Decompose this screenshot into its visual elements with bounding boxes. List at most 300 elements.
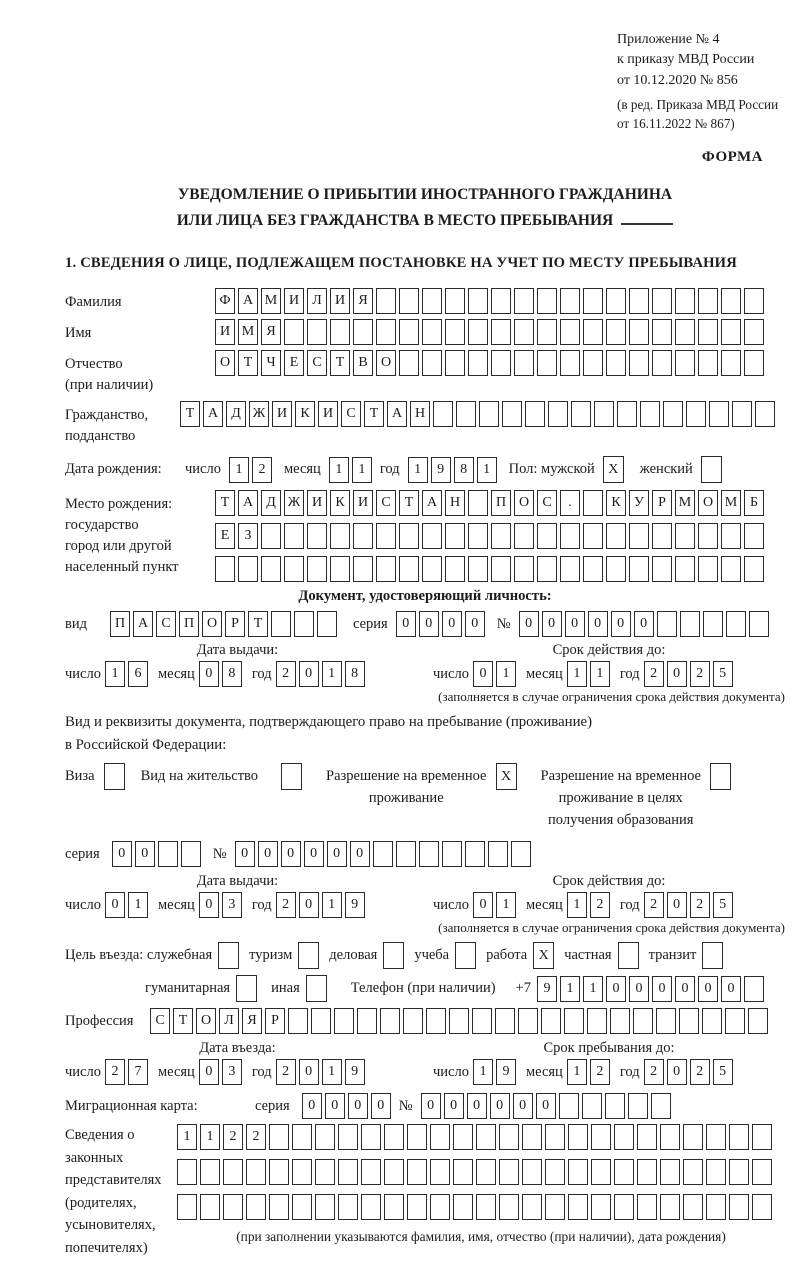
char-cell[interactable]: П xyxy=(491,490,511,516)
char-cell[interactable]: Т xyxy=(215,490,235,516)
char-cell[interactable]: 2 xyxy=(590,892,610,918)
char-cell[interactable] xyxy=(399,288,419,314)
char-cell[interactable] xyxy=(502,401,522,427)
char-cell[interactable]: 1 xyxy=(105,661,125,687)
char-cell[interactable] xyxy=(380,1008,400,1034)
char-cell[interactable] xyxy=(158,841,178,867)
char-cell[interactable] xyxy=(430,1124,450,1150)
char-cell[interactable]: О xyxy=(202,611,222,637)
char-cell[interactable] xyxy=(284,523,304,549)
char-cell[interactable] xyxy=(223,1159,243,1185)
char-cell[interactable]: 0 xyxy=(199,892,219,918)
char-cell[interactable] xyxy=(560,288,580,314)
char-cell[interactable] xyxy=(261,523,281,549)
char-cell[interactable] xyxy=(514,288,534,314)
char-cell[interactable]: Н xyxy=(410,401,430,427)
char-cell[interactable]: 5 xyxy=(713,892,733,918)
char-cell[interactable]: 0 xyxy=(536,1093,556,1119)
char-cell[interactable]: 0 xyxy=(199,1059,219,1085)
char-cell[interactable]: 2 xyxy=(690,892,710,918)
char-cell[interactable]: 0 xyxy=(235,841,255,867)
char-cell[interactable]: И xyxy=(272,401,292,427)
char-cell[interactable] xyxy=(357,1008,377,1034)
char-cell[interactable] xyxy=(548,401,568,427)
char-cell[interactable] xyxy=(744,556,764,582)
char-cell[interactable]: 1 xyxy=(496,661,516,687)
char-cell[interactable]: 0 xyxy=(611,611,631,637)
char-cell[interactable]: 0 xyxy=(513,1093,533,1119)
char-cell[interactable] xyxy=(491,288,511,314)
char-cell[interactable] xyxy=(541,1008,561,1034)
char-cell[interactable] xyxy=(683,1194,703,1220)
char-cell[interactable]: 2 xyxy=(105,1059,125,1085)
char-cell[interactable] xyxy=(660,1194,680,1220)
char-cell[interactable] xyxy=(560,523,580,549)
char-cell[interactable]: 0 xyxy=(542,611,562,637)
char-cell[interactable] xyxy=(338,1159,358,1185)
char-cell[interactable]: М xyxy=(238,319,258,345)
char-cell[interactable] xyxy=(215,556,235,582)
char-cell[interactable] xyxy=(744,319,764,345)
char-cell[interactable]: X xyxy=(603,456,624,483)
char-cell[interactable] xyxy=(338,1194,358,1220)
char-cell[interactable]: 9 xyxy=(537,976,557,1002)
char-cell[interactable] xyxy=(629,288,649,314)
char-cell[interactable]: К xyxy=(606,490,626,516)
char-cell[interactable] xyxy=(353,523,373,549)
char-cell[interactable]: 0 xyxy=(371,1093,391,1119)
char-cell[interactable] xyxy=(455,942,476,969)
char-cell[interactable]: 0 xyxy=(490,1093,510,1119)
char-cell[interactable] xyxy=(407,1194,427,1220)
char-cell[interactable]: 8 xyxy=(454,457,474,483)
char-cell[interactable] xyxy=(430,1159,450,1185)
char-cell[interactable]: 0 xyxy=(675,976,695,1002)
char-cell[interactable] xyxy=(637,1194,657,1220)
char-cell[interactable] xyxy=(657,611,677,637)
char-cell[interactable] xyxy=(288,1008,308,1034)
char-cell[interactable] xyxy=(583,556,603,582)
char-cell[interactable] xyxy=(307,523,327,549)
char-cell[interactable]: С xyxy=(376,490,396,516)
char-cell[interactable] xyxy=(652,523,672,549)
char-cell[interactable]: 0 xyxy=(325,1093,345,1119)
char-cell[interactable] xyxy=(317,611,337,637)
char-cell[interactable] xyxy=(468,319,488,345)
char-cell[interactable]: 0 xyxy=(299,1059,319,1085)
char-cell[interactable] xyxy=(582,1093,602,1119)
char-cell[interactable] xyxy=(465,841,485,867)
char-cell[interactable] xyxy=(383,942,404,969)
char-cell[interactable]: 0 xyxy=(629,976,649,1002)
char-cell[interactable] xyxy=(246,1159,266,1185)
char-cell[interactable] xyxy=(453,1124,473,1150)
char-cell[interactable] xyxy=(514,556,534,582)
char-cell[interactable]: 1 xyxy=(322,892,342,918)
char-cell[interactable] xyxy=(629,556,649,582)
char-cell[interactable]: Т xyxy=(238,350,258,376)
char-cell[interactable] xyxy=(591,1159,611,1185)
char-cell[interactable] xyxy=(376,523,396,549)
char-cell[interactable] xyxy=(559,1093,579,1119)
char-cell[interactable]: О xyxy=(698,490,718,516)
char-cell[interactable]: И xyxy=(307,490,327,516)
char-cell[interactable]: . xyxy=(560,490,580,516)
char-cell[interactable] xyxy=(721,556,741,582)
char-cell[interactable]: 1 xyxy=(128,892,148,918)
char-cell[interactable] xyxy=(683,1124,703,1150)
char-cell[interactable]: С xyxy=(156,611,176,637)
char-cell[interactable] xyxy=(698,319,718,345)
char-cell[interactable]: Т xyxy=(248,611,268,637)
char-cell[interactable] xyxy=(376,556,396,582)
char-cell[interactable]: 1 xyxy=(352,457,372,483)
char-cell[interactable] xyxy=(445,556,465,582)
char-cell[interactable]: С xyxy=(307,350,327,376)
char-cell[interactable] xyxy=(338,1124,358,1150)
char-cell[interactable] xyxy=(315,1124,335,1150)
char-cell[interactable] xyxy=(218,942,239,969)
char-cell[interactable] xyxy=(675,556,695,582)
char-cell[interactable]: Е xyxy=(284,350,304,376)
char-cell[interactable]: 0 xyxy=(327,841,347,867)
char-cell[interactable] xyxy=(663,401,683,427)
char-cell[interactable]: 1 xyxy=(496,892,516,918)
char-cell[interactable] xyxy=(683,1159,703,1185)
char-cell[interactable] xyxy=(583,319,603,345)
char-cell[interactable] xyxy=(373,841,393,867)
char-cell[interactable]: 0 xyxy=(465,611,485,637)
char-cell[interactable] xyxy=(606,523,626,549)
char-cell[interactable]: 2 xyxy=(644,892,664,918)
char-cell[interactable] xyxy=(445,350,465,376)
char-cell[interactable]: Д xyxy=(226,401,246,427)
char-cell[interactable] xyxy=(617,401,637,427)
char-cell[interactable] xyxy=(491,319,511,345)
char-cell[interactable]: В xyxy=(353,350,373,376)
char-cell[interactable] xyxy=(583,350,603,376)
char-cell[interactable] xyxy=(652,288,672,314)
char-cell[interactable] xyxy=(334,1008,354,1034)
char-cell[interactable] xyxy=(732,401,752,427)
char-cell[interactable]: 2 xyxy=(252,457,272,483)
char-cell[interactable] xyxy=(430,1194,450,1220)
char-cell[interactable]: 1 xyxy=(583,976,603,1002)
char-cell[interactable] xyxy=(468,523,488,549)
char-cell[interactable]: 1 xyxy=(322,661,342,687)
char-cell[interactable]: 0 xyxy=(199,661,219,687)
char-cell[interactable]: О xyxy=(376,350,396,376)
char-cell[interactable] xyxy=(729,1159,749,1185)
char-cell[interactable] xyxy=(499,1159,519,1185)
char-cell[interactable]: Т xyxy=(330,350,350,376)
char-cell[interactable] xyxy=(315,1159,335,1185)
char-cell[interactable]: 0 xyxy=(444,1093,464,1119)
char-cell[interactable]: 1 xyxy=(329,457,349,483)
char-cell[interactable] xyxy=(453,1194,473,1220)
char-cell[interactable] xyxy=(422,288,442,314)
char-cell[interactable]: М xyxy=(261,288,281,314)
char-cell[interactable] xyxy=(587,1008,607,1034)
char-cell[interactable]: И xyxy=(353,490,373,516)
char-cell[interactable] xyxy=(686,401,706,427)
char-cell[interactable]: 1 xyxy=(408,457,428,483)
char-cell[interactable] xyxy=(680,611,700,637)
char-cell[interactable]: Т xyxy=(180,401,200,427)
char-cell[interactable] xyxy=(453,1159,473,1185)
char-cell[interactable]: 0 xyxy=(565,611,585,637)
char-cell[interactable] xyxy=(511,841,531,867)
char-cell[interactable]: 5 xyxy=(713,661,733,687)
char-cell[interactable]: 3 xyxy=(222,892,242,918)
char-cell[interactable] xyxy=(181,841,201,867)
char-cell[interactable] xyxy=(330,523,350,549)
char-cell[interactable]: Я xyxy=(242,1008,262,1034)
char-cell[interactable] xyxy=(660,1124,680,1150)
char-cell[interactable]: X xyxy=(533,942,554,969)
char-cell[interactable] xyxy=(476,1159,496,1185)
char-cell[interactable]: Я xyxy=(261,319,281,345)
char-cell[interactable] xyxy=(468,288,488,314)
char-cell[interactable] xyxy=(709,401,729,427)
char-cell[interactable]: 1 xyxy=(177,1124,197,1150)
char-cell[interactable]: 0 xyxy=(588,611,608,637)
char-cell[interactable] xyxy=(422,350,442,376)
char-cell[interactable] xyxy=(514,523,534,549)
char-cell[interactable]: Т xyxy=(364,401,384,427)
char-cell[interactable] xyxy=(675,288,695,314)
char-cell[interactable]: 0 xyxy=(396,611,416,637)
char-cell[interactable]: Л xyxy=(307,288,327,314)
char-cell[interactable]: С xyxy=(341,401,361,427)
char-cell[interactable]: 0 xyxy=(112,841,132,867)
char-cell[interactable] xyxy=(610,1008,630,1034)
char-cell[interactable] xyxy=(749,611,769,637)
char-cell[interactable] xyxy=(545,1124,565,1150)
char-cell[interactable]: 9 xyxy=(431,457,451,483)
char-cell[interactable] xyxy=(488,841,508,867)
char-cell[interactable] xyxy=(652,350,672,376)
char-cell[interactable]: 2 xyxy=(644,1059,664,1085)
char-cell[interactable]: 0 xyxy=(421,1093,441,1119)
char-cell[interactable] xyxy=(361,1194,381,1220)
char-cell[interactable] xyxy=(271,611,291,637)
char-cell[interactable]: 2 xyxy=(690,661,710,687)
char-cell[interactable]: О xyxy=(514,490,534,516)
char-cell[interactable] xyxy=(560,350,580,376)
char-cell[interactable]: 0 xyxy=(667,892,687,918)
char-cell[interactable]: И xyxy=(215,319,235,345)
char-cell[interactable]: 0 xyxy=(667,661,687,687)
char-cell[interactable] xyxy=(522,1194,542,1220)
char-cell[interactable] xyxy=(606,288,626,314)
char-cell[interactable]: 7 xyxy=(128,1059,148,1085)
char-cell[interactable]: 3 xyxy=(222,1059,242,1085)
char-cell[interactable] xyxy=(407,1159,427,1185)
char-cell[interactable] xyxy=(537,288,557,314)
char-cell[interactable]: И xyxy=(284,288,304,314)
char-cell[interactable]: О xyxy=(215,350,235,376)
char-cell[interactable] xyxy=(261,556,281,582)
char-cell[interactable]: 0 xyxy=(281,841,301,867)
char-cell[interactable] xyxy=(656,1008,676,1034)
char-cell[interactable]: 2 xyxy=(590,1059,610,1085)
char-cell[interactable]: 2 xyxy=(644,661,664,687)
char-cell[interactable] xyxy=(721,288,741,314)
char-cell[interactable]: С xyxy=(150,1008,170,1034)
char-cell[interactable] xyxy=(396,841,416,867)
char-cell[interactable] xyxy=(422,556,442,582)
char-cell[interactable] xyxy=(703,611,723,637)
char-cell[interactable] xyxy=(399,523,419,549)
char-cell[interactable] xyxy=(652,556,672,582)
char-cell[interactable] xyxy=(399,556,419,582)
char-cell[interactable] xyxy=(660,1159,680,1185)
char-cell[interactable] xyxy=(399,319,419,345)
char-cell[interactable] xyxy=(725,1008,745,1034)
char-cell[interactable]: 1 xyxy=(477,457,497,483)
char-cell[interactable]: З xyxy=(238,523,258,549)
char-cell[interactable]: П xyxy=(179,611,199,637)
char-cell[interactable] xyxy=(651,1093,671,1119)
char-cell[interactable] xyxy=(679,1008,699,1034)
char-cell[interactable]: 0 xyxy=(721,976,741,1002)
char-cell[interactable] xyxy=(729,1194,749,1220)
char-cell[interactable]: 0 xyxy=(135,841,155,867)
char-cell[interactable] xyxy=(292,1159,312,1185)
char-cell[interactable]: 1 xyxy=(567,1059,587,1085)
char-cell[interactable]: 2 xyxy=(276,661,296,687)
char-cell[interactable] xyxy=(468,556,488,582)
char-cell[interactable]: 0 xyxy=(442,611,462,637)
char-cell[interactable] xyxy=(491,556,511,582)
char-cell[interactable]: 0 xyxy=(105,892,125,918)
char-cell[interactable] xyxy=(637,1124,657,1150)
char-cell[interactable]: 2 xyxy=(276,1059,296,1085)
char-cell[interactable]: 0 xyxy=(473,892,493,918)
char-cell[interactable] xyxy=(298,942,319,969)
char-cell[interactable]: 0 xyxy=(302,1093,322,1119)
char-cell[interactable]: 0 xyxy=(350,841,370,867)
char-cell[interactable] xyxy=(606,556,626,582)
char-cell[interactable]: 8 xyxy=(345,661,365,687)
char-cell[interactable] xyxy=(525,401,545,427)
char-cell[interactable] xyxy=(499,1194,519,1220)
char-cell[interactable] xyxy=(491,350,511,376)
char-cell[interactable] xyxy=(675,319,695,345)
char-cell[interactable] xyxy=(269,1124,289,1150)
char-cell[interactable] xyxy=(311,1008,331,1034)
char-cell[interactable]: 2 xyxy=(246,1124,266,1150)
char-cell[interactable] xyxy=(564,1008,584,1034)
char-cell[interactable] xyxy=(568,1194,588,1220)
char-cell[interactable] xyxy=(514,350,534,376)
char-cell[interactable] xyxy=(637,1159,657,1185)
char-cell[interactable]: 0 xyxy=(606,976,626,1002)
char-cell[interactable] xyxy=(721,319,741,345)
char-cell[interactable]: Р xyxy=(225,611,245,637)
char-cell[interactable] xyxy=(403,1008,423,1034)
char-cell[interactable] xyxy=(499,1124,519,1150)
char-cell[interactable] xyxy=(721,350,741,376)
char-cell[interactable] xyxy=(522,1124,542,1150)
char-cell[interactable]: М xyxy=(721,490,741,516)
char-cell[interactable] xyxy=(269,1194,289,1220)
char-cell[interactable]: Н xyxy=(445,490,465,516)
char-cell[interactable] xyxy=(702,1008,722,1034)
char-cell[interactable] xyxy=(701,456,722,483)
char-cell[interactable] xyxy=(591,1194,611,1220)
char-cell[interactable] xyxy=(177,1159,197,1185)
char-cell[interactable] xyxy=(675,350,695,376)
char-cell[interactable] xyxy=(629,523,649,549)
char-cell[interactable]: 0 xyxy=(304,841,324,867)
char-cell[interactable]: Л xyxy=(219,1008,239,1034)
char-cell[interactable] xyxy=(706,1194,726,1220)
char-cell[interactable]: 1 xyxy=(473,1059,493,1085)
char-cell[interactable] xyxy=(752,1194,772,1220)
char-cell[interactable]: 0 xyxy=(299,661,319,687)
char-cell[interactable]: 9 xyxy=(345,1059,365,1085)
char-cell[interactable] xyxy=(445,288,465,314)
char-cell[interactable] xyxy=(706,1124,726,1150)
char-cell[interactable] xyxy=(545,1194,565,1220)
char-cell[interactable]: 1 xyxy=(567,892,587,918)
char-cell[interactable] xyxy=(744,350,764,376)
char-cell[interactable] xyxy=(330,319,350,345)
char-cell[interactable] xyxy=(702,942,723,969)
char-cell[interactable] xyxy=(445,523,465,549)
char-cell[interactable] xyxy=(307,556,327,582)
char-cell[interactable]: Ч xyxy=(261,350,281,376)
char-cell[interactable]: 2 xyxy=(276,892,296,918)
char-cell[interactable]: X xyxy=(496,763,517,790)
char-cell[interactable]: 1 xyxy=(200,1124,220,1150)
char-cell[interactable]: А xyxy=(133,611,153,637)
char-cell[interactable] xyxy=(281,763,302,790)
char-cell[interactable] xyxy=(652,319,672,345)
char-cell[interactable] xyxy=(698,556,718,582)
char-cell[interactable] xyxy=(640,401,660,427)
char-cell[interactable] xyxy=(518,1008,538,1034)
char-cell[interactable] xyxy=(407,1124,427,1150)
char-cell[interactable] xyxy=(744,976,764,1002)
char-cell[interactable]: Я xyxy=(353,288,373,314)
char-cell[interactable] xyxy=(479,401,499,427)
char-cell[interactable]: Б xyxy=(744,490,764,516)
char-cell[interactable] xyxy=(606,350,626,376)
char-cell[interactable] xyxy=(422,523,442,549)
char-cell[interactable]: А xyxy=(203,401,223,427)
char-cell[interactable] xyxy=(294,611,314,637)
char-cell[interactable] xyxy=(710,763,731,790)
char-cell[interactable] xyxy=(629,319,649,345)
char-cell[interactable] xyxy=(384,1124,404,1150)
char-cell[interactable]: 6 xyxy=(128,661,148,687)
char-cell[interactable] xyxy=(476,1124,496,1150)
char-cell[interactable] xyxy=(104,763,125,790)
char-cell[interactable] xyxy=(633,1008,653,1034)
char-cell[interactable] xyxy=(537,556,557,582)
char-cell[interactable] xyxy=(307,319,327,345)
char-cell[interactable]: 0 xyxy=(467,1093,487,1119)
char-cell[interactable] xyxy=(675,523,695,549)
char-cell[interactable]: 0 xyxy=(698,976,718,1002)
char-cell[interactable] xyxy=(433,401,453,427)
char-cell[interactable] xyxy=(744,523,764,549)
char-cell[interactable]: П xyxy=(110,611,130,637)
char-cell[interactable] xyxy=(269,1159,289,1185)
